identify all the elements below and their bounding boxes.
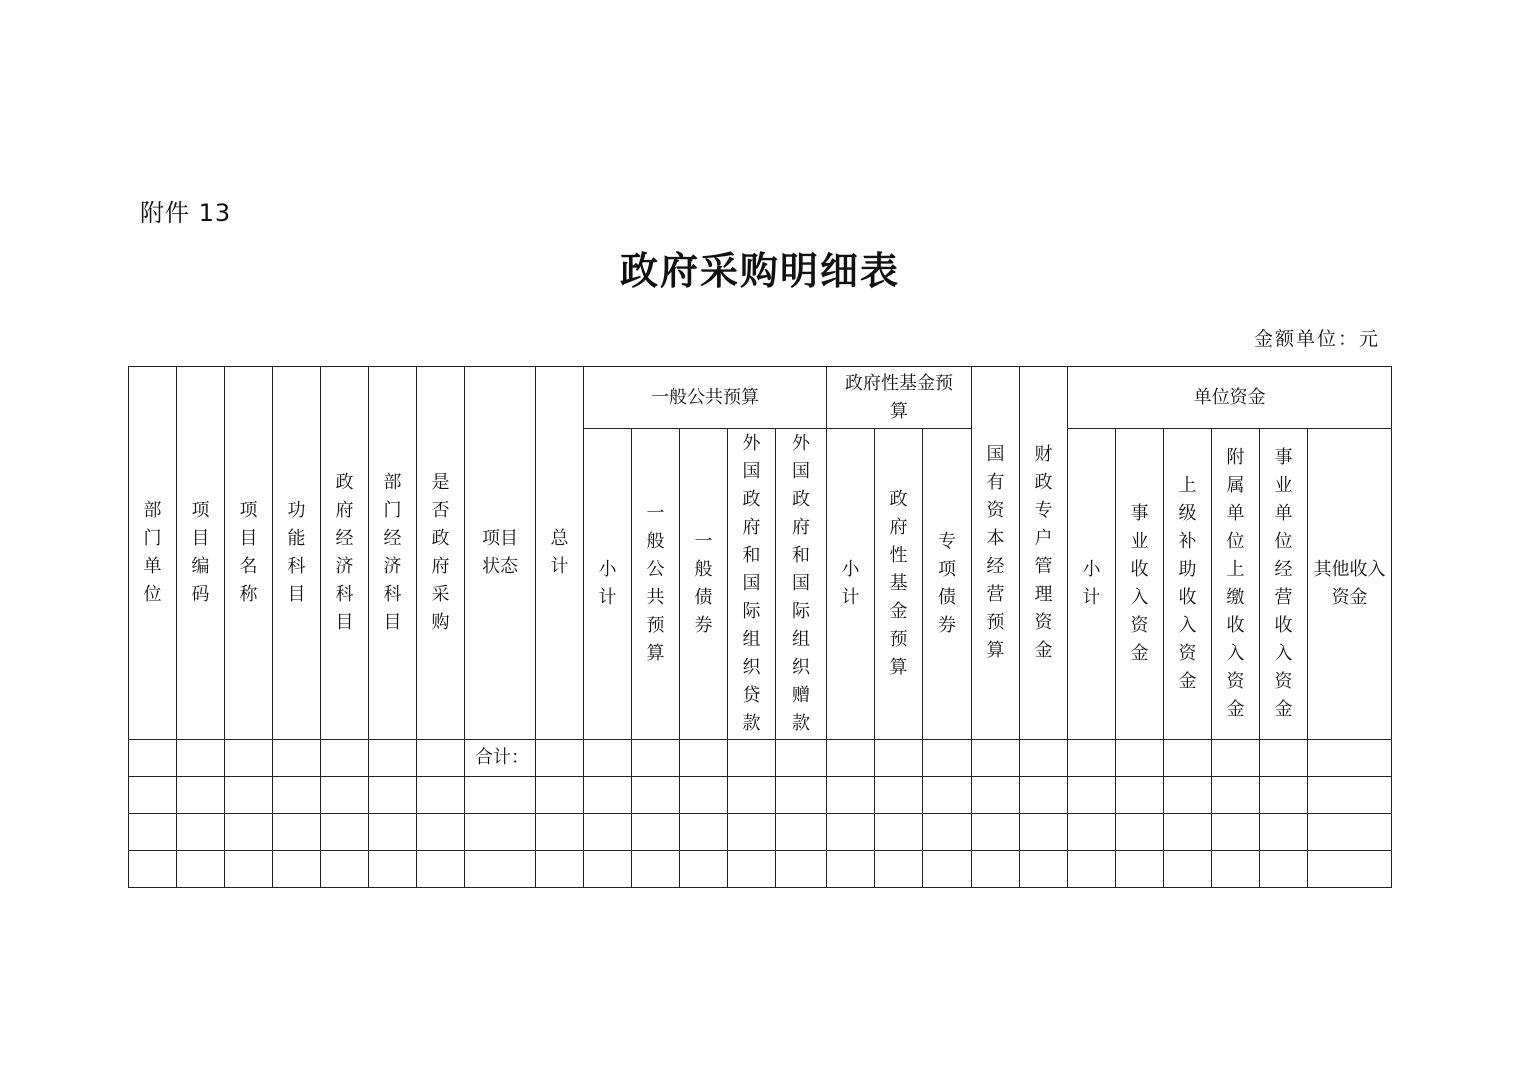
table-cell — [972, 814, 1020, 851]
header-gb-foreign-loan: 外国政府和国际组织贷款 — [728, 429, 776, 740]
header-is-gov-purchase: 是否政府采购 — [417, 367, 465, 740]
table-cell — [776, 777, 827, 814]
table-cell — [1308, 777, 1392, 814]
table-cell — [1212, 777, 1260, 814]
header-item-name: 项目名称 — [225, 367, 273, 740]
header-grand-total: 总计 — [536, 367, 584, 740]
table-cell — [273, 740, 321, 777]
table-cell — [632, 777, 680, 814]
header-uf-business: 事业收入资金 — [1116, 429, 1164, 740]
table-cell — [972, 851, 1020, 888]
table-cell — [225, 740, 273, 777]
page-title: 政府采购明细表 — [619, 248, 900, 293]
table-cell — [827, 851, 875, 888]
table-cell — [1260, 777, 1308, 814]
header-gb-subtotal: 小计 — [584, 429, 632, 740]
header-dept-econ-subject: 部门经济科目 — [369, 367, 417, 740]
header-item-code: 项目编码 — [177, 367, 225, 740]
amount-unit-note: 金额单位：元 — [1253, 328, 1380, 350]
table-cell — [1116, 740, 1164, 777]
table-cell — [1068, 851, 1116, 888]
table-cell — [129, 777, 177, 814]
table-cell — [1308, 851, 1392, 888]
table-cell — [923, 740, 972, 777]
table-cell — [536, 777, 584, 814]
table-cell — [875, 851, 923, 888]
table-cell — [321, 814, 369, 851]
table-cell — [875, 740, 923, 777]
header-uf-operating: 事业单位经营收入资金 — [1260, 429, 1308, 740]
table-cell — [177, 851, 225, 888]
table-cell — [1116, 851, 1164, 888]
table-cell — [923, 777, 972, 814]
table-cell — [776, 851, 827, 888]
header-gov-fund-budget: 政府性基金预算 — [827, 367, 972, 429]
table-cell — [1308, 814, 1392, 851]
table-cell — [680, 851, 728, 888]
table-cell — [273, 814, 321, 851]
table-cell — [369, 814, 417, 851]
table-cell — [536, 814, 584, 851]
table-cell — [1020, 777, 1068, 814]
table-cell — [1260, 740, 1308, 777]
table-cell — [728, 814, 776, 851]
table-cell — [1164, 814, 1212, 851]
table-cell — [177, 777, 225, 814]
table-cell — [776, 814, 827, 851]
total-label: 合计： — [465, 740, 536, 777]
table-cell — [1212, 814, 1260, 851]
table-cell — [129, 814, 177, 851]
table-cell — [536, 851, 584, 888]
header-fiscal-account: 财政专户管理资金 — [1020, 367, 1068, 740]
table-cell — [177, 814, 225, 851]
table-cell — [465, 777, 536, 814]
header-state-capital: 国有资本经营预算 — [972, 367, 1020, 740]
table-cell — [680, 740, 728, 777]
table-cell — [972, 777, 1020, 814]
table-cell — [584, 851, 632, 888]
table-cell — [584, 814, 632, 851]
table-cell — [1164, 777, 1212, 814]
header-gf-bond: 专项债券 — [923, 429, 972, 740]
table-row — [129, 851, 1392, 888]
attachment-label: 附件 13 — [140, 199, 232, 227]
table-cell — [273, 777, 321, 814]
table-cell — [369, 740, 417, 777]
table-cell — [584, 740, 632, 777]
table-cell — [225, 777, 273, 814]
table-cell — [1068, 777, 1116, 814]
table-cell — [273, 851, 321, 888]
table-cell — [417, 777, 465, 814]
table-cell — [632, 814, 680, 851]
table-cell — [1212, 740, 1260, 777]
header-uf-affiliated: 附属单位上缴收入资金 — [1212, 429, 1260, 740]
table-cell — [728, 851, 776, 888]
header-uf-subsidy: 上级补助收入资金 — [1164, 429, 1212, 740]
header-uf-other: 其他收入资金 — [1308, 429, 1392, 740]
table-cell — [129, 851, 177, 888]
table-cell — [536, 740, 584, 777]
table-cell — [1116, 814, 1164, 851]
table-cell — [923, 814, 972, 851]
table-cell — [1020, 814, 1068, 851]
table-cell — [225, 814, 273, 851]
table-cell — [1068, 740, 1116, 777]
table-cell — [776, 740, 827, 777]
table-cell — [321, 851, 369, 888]
table-cell — [1260, 814, 1308, 851]
header-gf-subtotal: 小计 — [827, 429, 875, 740]
table-cell — [728, 740, 776, 777]
header-item-status: 项目状态 — [465, 367, 536, 740]
table-cell — [1308, 740, 1392, 777]
table-cell — [1116, 777, 1164, 814]
table-cell — [680, 814, 728, 851]
header-unit-funds: 单位资金 — [1068, 367, 1392, 429]
table-cell — [225, 851, 273, 888]
table-row — [129, 814, 1392, 851]
table-cell — [417, 814, 465, 851]
table-cell — [923, 851, 972, 888]
table-cell — [1212, 851, 1260, 888]
header-gov-econ-subject: 政府经济科目 — [321, 367, 369, 740]
table-row — [129, 777, 1392, 814]
table-cell — [1020, 740, 1068, 777]
table-cell — [1020, 851, 1068, 888]
table-cell — [321, 777, 369, 814]
header-gf-fund: 政府性基金预算 — [875, 429, 923, 740]
table-cell — [827, 814, 875, 851]
table-cell — [827, 740, 875, 777]
table-cell — [465, 814, 536, 851]
table-cell — [417, 851, 465, 888]
table-cell — [1164, 740, 1212, 777]
table-cell — [680, 777, 728, 814]
table-cell — [369, 851, 417, 888]
table-cell — [632, 851, 680, 888]
table-cell — [177, 740, 225, 777]
table-cell — [1068, 814, 1116, 851]
header-general-budget: 一般公共预算 — [584, 367, 827, 429]
table-cell — [417, 740, 465, 777]
table-row-total — [129, 740, 1392, 777]
table-cell — [321, 740, 369, 777]
table-cell — [465, 851, 536, 888]
procurement-detail-table — [128, 366, 1392, 888]
header-gb-general: 一般公共预算 — [632, 429, 680, 740]
table-cell — [1164, 851, 1212, 888]
table-cell — [129, 740, 177, 777]
table-cell — [632, 740, 680, 777]
table-cell — [972, 740, 1020, 777]
table-cell — [827, 777, 875, 814]
table-cell — [1260, 851, 1308, 888]
header-gb-foreign-grant: 外国政府和国际组织赠款 — [776, 429, 827, 740]
header-uf-subtotal: 小计 — [1068, 429, 1116, 740]
table-cell — [728, 777, 776, 814]
header-dept-unit: 部门单位 — [129, 367, 177, 740]
table-cell — [584, 777, 632, 814]
header-func-subject: 功能科目 — [273, 367, 321, 740]
table-cell — [369, 777, 417, 814]
table-cell — [875, 777, 923, 814]
table-cell — [875, 814, 923, 851]
header-gb-bond: 一般债券 — [680, 429, 728, 740]
